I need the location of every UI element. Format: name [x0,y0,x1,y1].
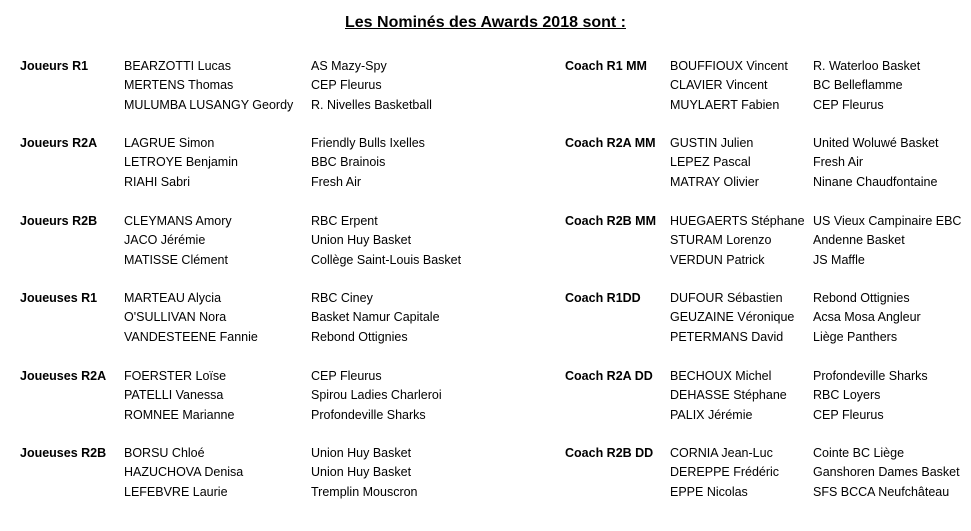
nominee-name: CLAVIER Vincent [670,78,768,93]
nominee-club: Spirou Ladies Charleroi [311,388,442,403]
nominee-club: RBC Loyers [813,388,881,403]
nominee-club: US Vieux Campinaire EBC [813,214,962,228]
category-label: Joueuses R2A [20,369,107,383]
nominee-name: MATISSE Clément [124,252,228,267]
nominee-club: Rebond Ottignies [813,291,910,305]
nominee-names [124,289,258,347]
nominee-name: STURAM Lorenzo [670,233,772,248]
nominee-club: CEP Fleurus [813,97,884,112]
nominee-name: BECHOUX Michel [670,369,772,383]
nominee-clubs [311,289,440,347]
nominee-club: CEP Fleurus [311,78,382,93]
nominee-club: SFS BCCA Neufchâteau [813,484,950,499]
nominee-name: LEPEZ Pascal [670,155,751,170]
nominee-club: Cointe BC Liège [813,446,905,460]
nominee-clubs [813,444,960,502]
nominee-name: EPPE Nicolas [670,484,748,499]
nominee-club: Acsa Mosa Angleur [813,310,921,325]
nominee-club: Andenne Basket [813,233,905,248]
nominee-club: United Woluwé Basket [813,136,939,150]
category-label: Coach R1DD [565,291,641,305]
category-label: Joueuses R2B [20,446,107,460]
nominee-club: Fresh Air [813,155,864,170]
nominee-names [670,444,779,502]
category-label: Joueurs R2A [20,136,98,150]
nominee-club: Basket Namur Capitale [311,310,440,325]
category-label: Coach R2A DD [565,369,653,383]
nominee-club: Rebond Ottignies [311,329,408,344]
nominee-club: AS Mazy-Spy [311,59,387,73]
nominee-name: VANDESTEENE Fannie [124,329,258,344]
nominee-names [124,134,238,192]
nominee-name: DUFOUR Sébastien [670,291,783,305]
nominee-name: DEREPPE Frédéric [670,465,780,480]
nominee-club: Friendly Bulls Ixelles [311,136,425,150]
nominee-name: PATELLI Vanessa [124,388,224,403]
nominee-clubs [813,57,920,115]
nominee-name: LAGRUE Simon [124,136,215,150]
nominee-club: Liège Panthers [813,329,898,344]
nominee-name: MUYLAERT Fabien [670,97,780,112]
nominee-name: LEFEBVRE Laurie [124,484,228,499]
category-label: Coach R1 MM [565,59,647,73]
nominee-names [124,367,234,425]
nominee-names [124,212,232,270]
page-title: Les Nominés des Awards 2018 sont : [345,14,626,31]
nominee-name: O'SULLIVAN Nora [124,310,227,325]
nominee-name: CORNIA Jean-Luc [670,446,773,460]
category-label: Coach R2B DD [565,446,654,460]
nominee-club: JS Maffle [813,252,865,267]
nominee-club: BBC Brainois [311,155,386,170]
nominee-name: GEUZAINE Véronique [670,310,795,325]
nominee-name: MULUMBA LUSANGY Geordy [124,97,294,112]
nominee-name: RIAHI Sabri [124,174,190,189]
nominee-name: ROMNEE Marianne [124,407,235,422]
nominee-names [670,212,805,270]
nominee-name: VERDUN Patrick [670,252,765,267]
nominee-club: CEP Fleurus [813,407,884,422]
nominee-clubs [311,212,461,270]
nominee-name: BORSU Chloé [124,446,205,460]
nominee-names [670,289,794,347]
nominee-name: MERTENS Thomas [124,78,234,93]
nominee-club: RBC Erpent [311,214,378,228]
nominee-club: R. Nivelles Basketball [311,97,432,112]
category-label: Joueurs R2B [20,214,98,228]
nominee-names [670,367,787,425]
category-label: Joueuses R1 [20,291,98,305]
nominee-name: CLEYMANS Amory [124,214,232,228]
nominee-name: HAZUCHOVA Denisa [124,465,244,480]
nominee-clubs [813,367,928,425]
category-label: Joueurs R1 [20,59,89,73]
nominee-club: Ninane Chaudfontaine [813,174,938,189]
nominee-name: HUEGAERTS Stéphane [670,214,805,228]
category-label: Coach R2A MM [565,136,656,150]
nominee-club: Union Huy Basket [311,233,412,248]
nominee-name: PALIX Jérémie [670,407,753,422]
nominee-club: R. Waterloo Basket [813,59,921,73]
nominee-names [670,134,759,192]
nominee-club: Profondeville Sharks [311,407,426,422]
nominee-clubs [813,134,939,192]
nominee-name: MATRAY Olivier [670,174,759,189]
nominee-clubs [311,367,442,425]
nominee-club: Tremplin Mouscron [311,484,418,499]
nominee-club: Profondeville Sharks [813,369,928,383]
nominee-name: PETERMANS David [670,329,784,344]
nominee-club: CEP Fleurus [311,369,382,383]
nominee-name: BOUFFIOUX Vincent [670,59,788,73]
nominee-clubs [311,57,432,115]
nominee-name: JACO Jérémie [124,233,206,248]
nominee-name: LETROYE Benjamin [124,155,238,170]
nominee-club: Union Huy Basket [311,465,412,480]
nominee-club: BC Belleflamme [813,78,903,93]
nominee-names [670,57,788,115]
nominee-club: Collège Saint-Louis Basket [311,252,462,267]
nominee-names [124,57,293,115]
nominee-clubs [813,289,921,347]
nominee-clubs [311,134,425,192]
nominee-club: Fresh Air [311,174,362,189]
nominee-club: RBC Ciney [311,291,373,305]
nominee-club: Union Huy Basket [311,446,412,460]
category-label: Coach R2B MM [565,214,656,228]
nominee-name: GUSTIN Julien [670,136,754,150]
nominee-club: Ganshoren Dames Basket [813,465,960,480]
nominee-name: DEHASSE Stéphane [670,388,787,403]
nominee-name: MARTEAU Alycia [124,291,222,305]
nominee-name: BEARZOTTI Lucas [124,59,231,73]
nominee-name: FOERSTER Loïse [124,369,227,383]
nominee-names [124,444,243,502]
nominee-clubs [813,212,961,270]
nominee-clubs [311,444,418,502]
